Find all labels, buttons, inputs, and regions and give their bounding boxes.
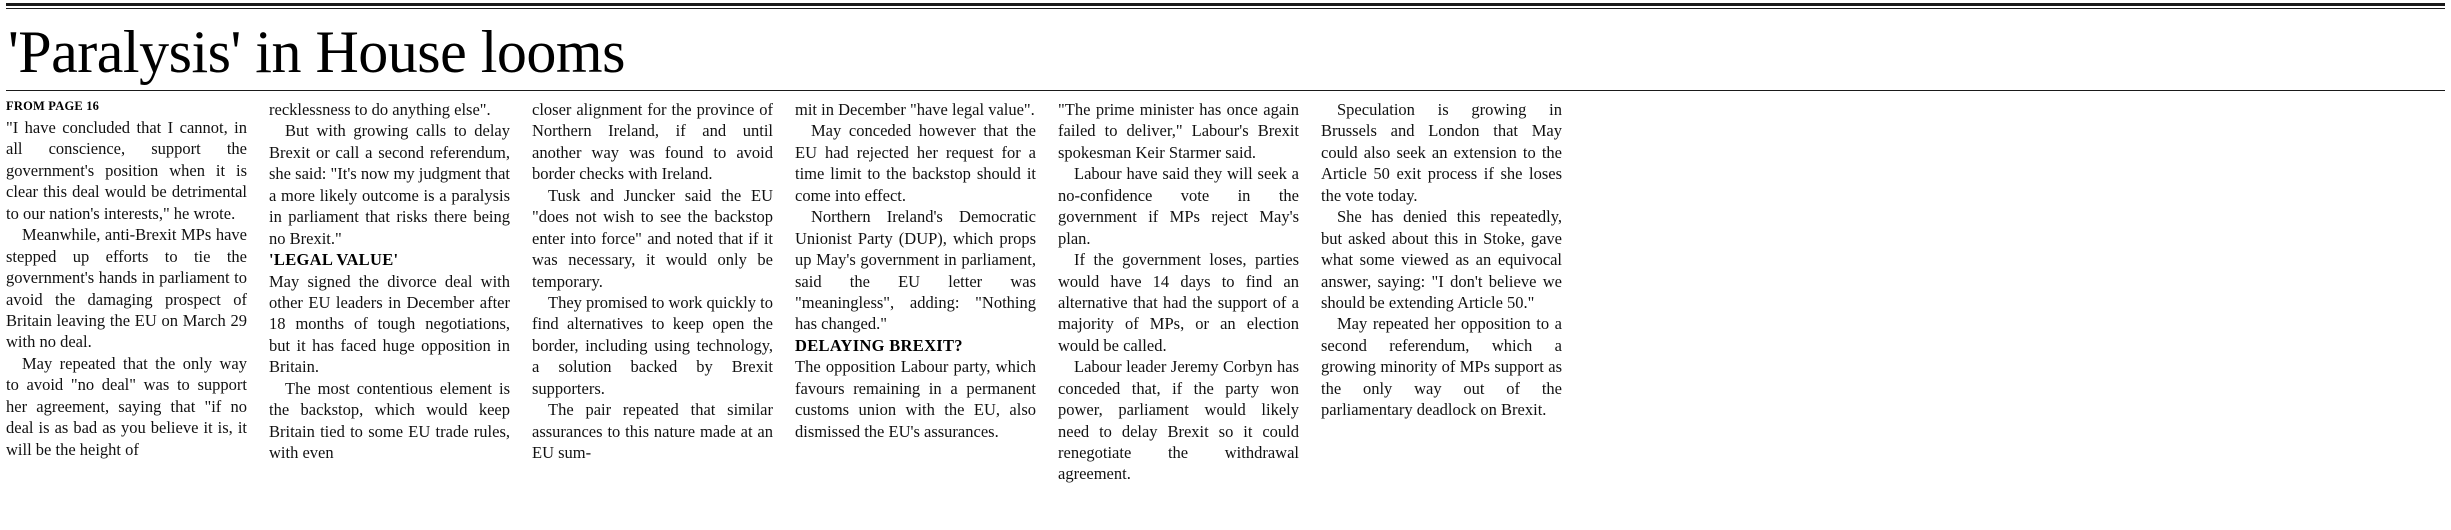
paragraph: If the government loses, parties would have 14 days to find an alternative that had the support of a majority of MPs, or an election would be called. <box>1058 250 1299 355</box>
headline-divider <box>6 90 2445 91</box>
paragraph: The pair repeated that similar assurances to this nature made at an EU sum- <box>532 400 773 462</box>
paragraph: Labour leader Jeremy Corbyn has conceded that, if the party won power, parliament would likely need to delay Brexit so it could renegotiate the withdrawal agreement. <box>1058 357 1299 484</box>
article-columns <box>6 99 2445 485</box>
newspaper-page <box>0 3 2451 530</box>
column-5 <box>1058 99 1321 485</box>
paragraph: Tusk and Juncker said the EU "does not wish to see the backstop enter into force" and noted that if it was necessary, it would only be temporary. <box>532 185 773 291</box>
paragraph: May repeated her opposition to a second referendum, which a growing minority of MPs support as the only way out of the parliamentary deadlock on Brexit. <box>1321 314 1562 420</box>
top-rule-thin <box>6 8 2445 9</box>
paragraph: She has denied this repeatedly, but asked about this in Stoke, gave what some viewed as an equivocal answer, saying: "I don't believe we should be extending Article 50." <box>1321 207 1562 312</box>
paragraph: mit in December "have legal value". <box>795 100 1035 119</box>
column-6 <box>1321 99 1562 421</box>
paragraph: "I have concluded that I cannot, in all conscience, support the government's position when it is clear this deal would be detrimental to our nation's interests," he wrote. <box>6 118 247 223</box>
column-1 <box>6 99 269 460</box>
paragraph: recklessness to do anything else". <box>269 100 491 119</box>
column-4 <box>795 99 1058 442</box>
top-rule <box>6 3 2445 6</box>
from-page-label: FROM PAGE 16 <box>6 99 100 113</box>
paragraph: May repeated that the only way to avoid "no deal" was to support her agreement, saying that "if no deal is as bad as you believe it is, it will be the height of <box>6 353 247 459</box>
paragraph: "The prime minister has once again failed to deliver," Labour's Brexit spokesman Keir Starmer said. <box>1058 100 1299 162</box>
paragraph: May signed the divorce deal with other EU leaders in December after 18 months of tough negotiations, but it has faced huge opposition in Britain. <box>269 271 510 377</box>
paragraph: But with growing calls to delay Brexit or call a second referendum, she said: "It's now my judgment that a more likely outcome is a paralysis in parliament that risks there being no Brexit." <box>269 121 510 248</box>
paragraph: The most contentious element is the backstop, which would keep Britain tied to some EU trade rules, with even <box>269 378 510 462</box>
paragraph: Labour have said they will seek a no-confidence vote in the government if MPs reject May's plan. <box>1058 164 1299 248</box>
paragraph: Northern Ireland's Democratic Unionist Party (DUP), which props up May's government in parliament, said the EU letter was "meaningless", adding: "Nothing has changed." <box>795 207 1036 334</box>
column-3 <box>532 99 795 463</box>
section-subhead: DELAYING BREXIT? <box>795 335 963 355</box>
paragraph: They promised to work quickly to find alternatives to keep open the border, including using technology, a solution backed by Brexit supporters. <box>532 292 774 398</box>
paragraph: The opposition Labour party, which favours remaining in a permanent customs union with the EU, also dismissed the EU's assurances. <box>795 357 1036 441</box>
paragraph: closer alignment for the province of Northern Ireland, if and until another way was found to avoid border checks with Ireland. <box>532 100 773 184</box>
paragraph: May conceded however that the EU had rejected her request for a time limit to the backstop should it come into effect. <box>795 121 1036 205</box>
section-subhead: 'LEGAL VALUE' <box>269 250 399 270</box>
column-2 <box>269 99 532 463</box>
paragraph: Speculation is growing in Brussels and London that May could also seek an extension to the Article 50 exit process if she loses the vote today. <box>1321 100 1562 205</box>
paragraph: Meanwhile, anti-Brexit MPs have stepped up efforts to tie the government's hands in parliament to avoid the damaging prospect of Britain leaving the EU on March 29 with no deal. <box>6 225 247 352</box>
page-title: 'Paralysis' in House looms <box>8 19 625 85</box>
